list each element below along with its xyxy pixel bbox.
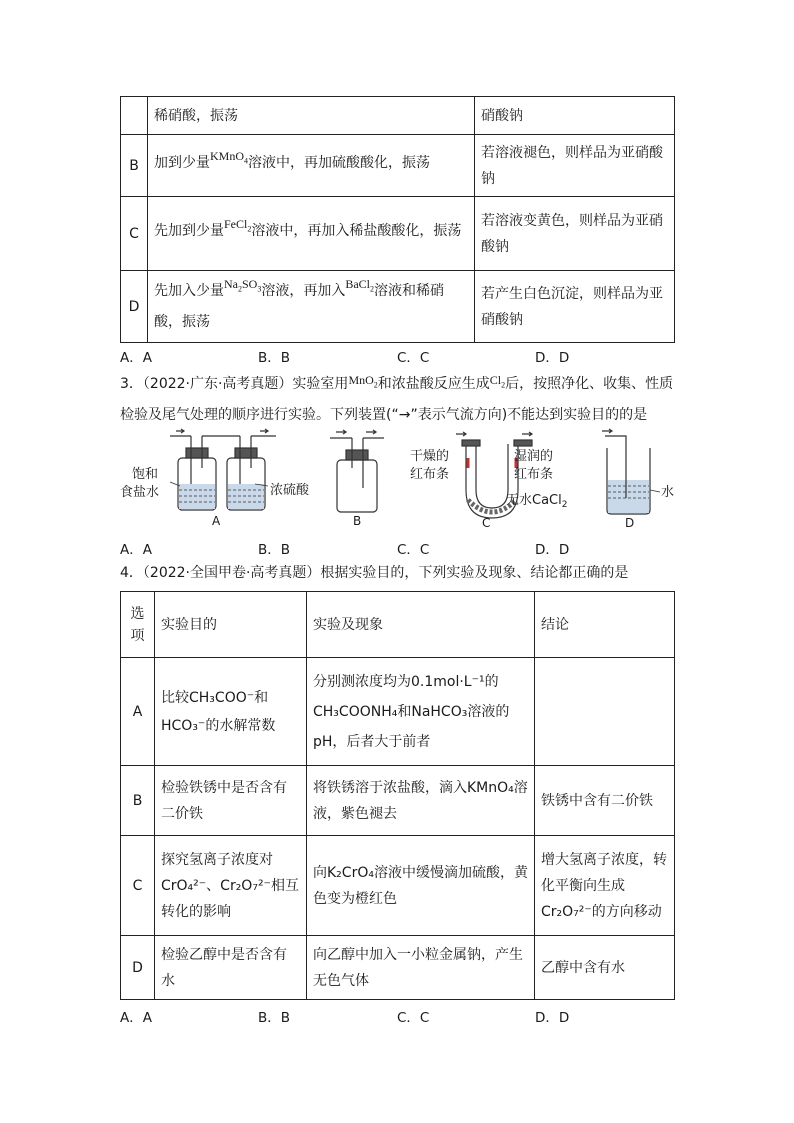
- apparatus-b: [330, 430, 384, 512]
- chem-formula: FeCl$_2$: [224, 216, 252, 234]
- figure-letter: B: [353, 514, 362, 528]
- option-a[interactable]: A．A: [120, 350, 152, 366]
- label-cacl2: 无水CaCl$_2$: [506, 493, 568, 510]
- option-c[interactable]: C．C: [397, 350, 430, 366]
- operation-text: 稀硝酸，振荡: [154, 107, 238, 124]
- option-d[interactable]: D．D: [535, 1010, 570, 1026]
- question-4-stem: 4．（2022·全国甲卷·高考真题）根据实验目的，下列实验及现象、结论都正确的是: [120, 565, 629, 581]
- question-2-table: [120, 96, 675, 343]
- header-option: 选项: [121, 592, 155, 658]
- table-row: [121, 135, 675, 197]
- question-4-table: [120, 591, 675, 1000]
- label-saturated: 饱和: [132, 467, 159, 482]
- label-dry: 干燥的: [410, 449, 450, 464]
- table-row: [121, 271, 675, 343]
- apparatus-figure: [110, 428, 690, 532]
- operation-text: 先加到少量: [154, 222, 224, 239]
- conclusion-cell: 铁锈中含有二价铁: [535, 766, 675, 836]
- option-b[interactable]: B．B: [258, 1010, 291, 1026]
- option-b[interactable]: B．B: [258, 542, 291, 558]
- apparatus-d: [602, 429, 660, 514]
- purpose-cell: 检验铁锈中是否含有二价铁: [155, 766, 307, 836]
- result-cell: 硝酸钠: [475, 97, 675, 135]
- conclusion-cell: 乙醇中含有水: [535, 936, 675, 1000]
- label-red-cloth: 红布条: [514, 467, 554, 482]
- table-row: [121, 836, 675, 936]
- purpose-cell: 比较CH₃COO⁻和HCO₃⁻的水解常数: [155, 658, 307, 766]
- operation-cell: [148, 197, 475, 271]
- row-label: [121, 97, 148, 135]
- purpose-cell: 探究氢离子浓度对CrO₄²⁻、Cr₂O₇²⁻相互转化的影响: [155, 836, 307, 936]
- phenomenon-cell: 将铁锈溶于浓盐酸，滴入KMnO₄溶液，紫色褪去: [307, 766, 535, 836]
- operation-text: 先加入少量: [154, 282, 224, 299]
- row-label: C: [121, 197, 148, 271]
- phenomenon-cell: 分别测浓度均为0.1mol·L⁻¹的CH₃COONH₄和NaHCO₃溶液的pH，后者大于前者: [307, 658, 535, 766]
- header-conclusion: 结论: [535, 592, 675, 658]
- table-header-row: [121, 592, 675, 658]
- apparatus-a: [170, 429, 276, 510]
- purpose-cell: 检验乙醇中是否含有水: [155, 936, 307, 1000]
- operation-cell: [148, 135, 475, 197]
- operation-text: 溶液和稀硝酸，振荡: [154, 282, 445, 331]
- header-purpose: 实验目的: [155, 592, 307, 658]
- question-3-stem: 3．（2022·广东·高考真题）实验室用MnO$_2$和浓盐酸反应生成$Cl_2$后，按照净化、收集、性质检验及尾气处理的顺序进行实验。下列装置(“→”表示气流方向)不能达到实验目的的是: [120, 373, 674, 424]
- header-phenomenon: 实验及现象: [307, 592, 535, 658]
- question-4-options: [120, 1006, 680, 1026]
- label-conc-sulfuric-acid: 浓硫酸: [270, 483, 310, 498]
- figure-letter: C: [482, 516, 491, 530]
- table-row: [121, 97, 675, 135]
- figure-letter: D: [625, 516, 635, 530]
- label-red-cloth: 红布条: [410, 467, 450, 482]
- result-cell: 若溶液褪色，则样品为亚硝酸钠: [475, 135, 675, 197]
- option-a[interactable]: A．A: [120, 542, 152, 558]
- operation-cell: [148, 97, 475, 135]
- option-d[interactable]: D．D: [535, 350, 570, 366]
- label-water: 水: [661, 485, 675, 500]
- operation-text: 溶液中，再加入稀盐酸酸化，振荡: [251, 222, 462, 239]
- table-row: [121, 766, 675, 836]
- table-row: [121, 936, 675, 1000]
- label-brine: 食盐水: [120, 485, 160, 500]
- row-label: B: [121, 766, 155, 836]
- question-2-options: [120, 346, 680, 366]
- figure-letter: A: [212, 514, 221, 528]
- label-wet: 湿润的: [514, 449, 554, 464]
- row-label: A: [121, 658, 155, 766]
- operation-text: 溶液中，再加硫酸酸化，振荡: [248, 154, 431, 171]
- conclusion-cell: 增大氢离子浓度，转化平衡向生成Cr₂O₇²⁻的方向移动: [535, 836, 675, 936]
- phenomenon-cell: 向K₂CrO₄溶液中缓慢滴加硫酸，黄色变为橙红色: [307, 836, 535, 936]
- table-row: [121, 197, 675, 271]
- operation-text: 溶液，再加入: [261, 282, 346, 299]
- operation-cell: [148, 271, 475, 343]
- chem-formula: BaCl$_2$: [345, 276, 375, 294]
- result-cell: 若溶液变黄色，则样品为亚硝酸钠: [475, 197, 675, 271]
- option-a[interactable]: A．A: [120, 1010, 152, 1026]
- question-3-options: [120, 538, 680, 558]
- operation-text: 加到少量: [154, 154, 210, 171]
- table-row: [121, 658, 675, 766]
- row-label: C: [121, 836, 155, 936]
- option-c[interactable]: C．C: [397, 1010, 430, 1026]
- result-cell: 若产生白色沉淀，则样品为亚硝酸钠: [475, 271, 675, 343]
- option-d[interactable]: D．D: [535, 542, 570, 558]
- option-b[interactable]: B．B: [258, 350, 291, 366]
- conclusion-cell: [535, 658, 675, 766]
- row-label: D: [121, 936, 155, 1000]
- chem-formula: KMnO$_4$: [210, 148, 249, 166]
- row-label: B: [121, 135, 148, 197]
- row-label: D: [121, 271, 148, 343]
- option-c[interactable]: C．C: [397, 542, 430, 558]
- phenomenon-cell: 向乙醇中加入一小粒金属钠，产生无色气体: [307, 936, 535, 1000]
- chem-formula: $Na_2SO_3$: [224, 276, 262, 294]
